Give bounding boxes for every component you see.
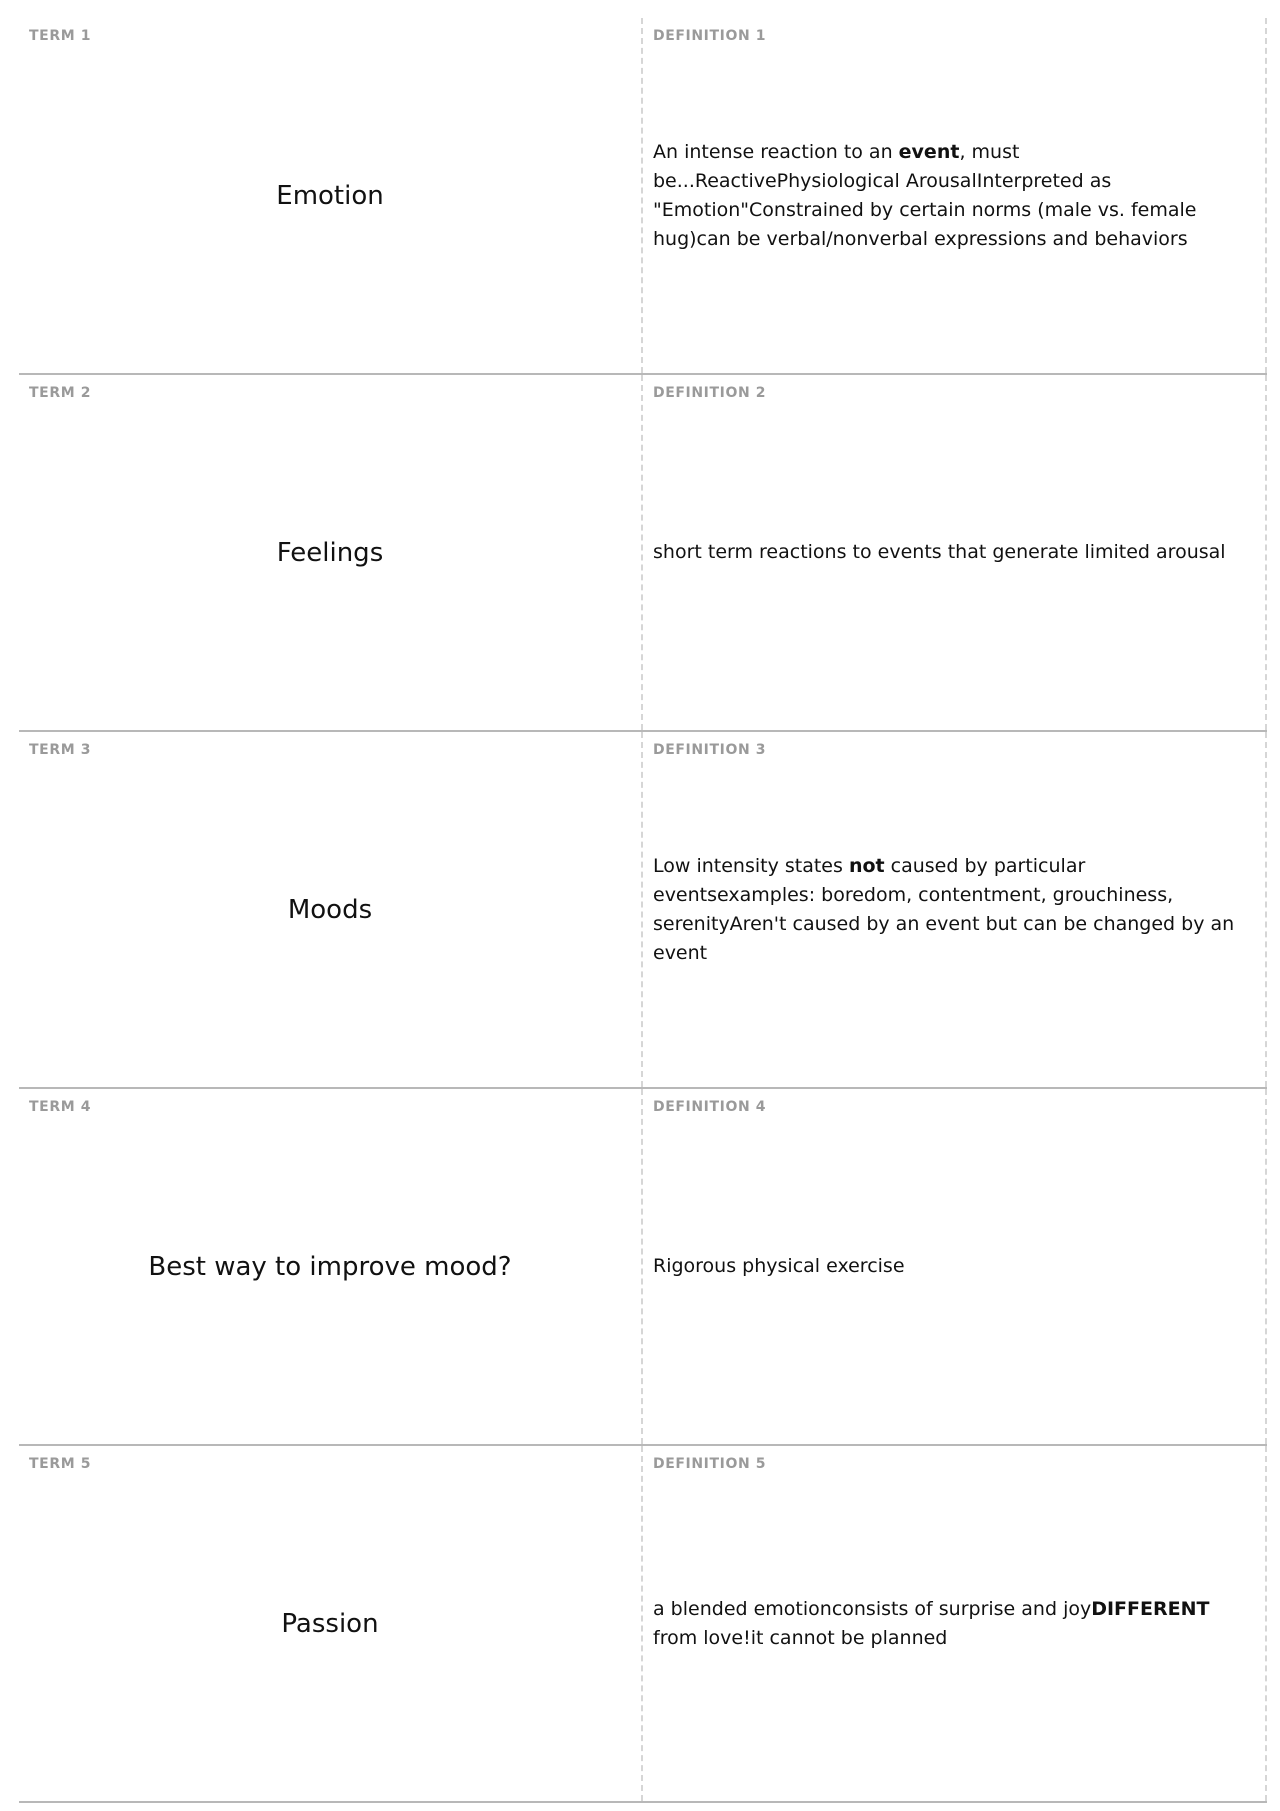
definition-paragraph <box>653 1252 905 1281</box>
term-label: TERM 5 <box>29 1456 92 1472</box>
definition-label: DEFINITION 2 <box>653 385 767 401</box>
term-label: TERM 3 <box>29 742 92 758</box>
term-label: TERM 1 <box>29 28 92 44</box>
term-cell <box>19 1089 643 1444</box>
term-label: TERM 4 <box>29 1099 92 1115</box>
definition-cell <box>643 1446 1267 1801</box>
definition-text <box>653 732 1251 1087</box>
flashcard-row-2 <box>19 375 1267 732</box>
flashcard-row-5 <box>19 1446 1267 1803</box>
term-cell <box>19 375 643 730</box>
definition-run: a blended emotionconsists of surprise and joy <box>653 1597 1092 1620</box>
definition-run: , must be...ReactivePhysiological ArousalInterpreted as "Emotion"Constrained by certain norms (male vs. female hug)can be verbal/nonverbal expressions and behaviors <box>653 140 1197 250</box>
definition-text <box>653 1446 1251 1801</box>
definition-run: caused by particular eventsexamples: boredom, contentment, grouchiness, serenityAren't caused by an event but can be changed by an event <box>653 854 1235 964</box>
definition-text <box>653 1089 1251 1444</box>
definition-run: Low intensity states <box>653 854 849 877</box>
definition-paragraph <box>653 852 1251 968</box>
term-text: Best way to improve mood? <box>148 1251 512 1282</box>
definition-label: DEFINITION 3 <box>653 742 767 758</box>
definition-run: An intense reaction to an <box>653 140 899 163</box>
term-text: Emotion <box>276 180 384 211</box>
definition-bold-run: DIFFERENT <box>1091 1597 1210 1620</box>
definition-run: short term reactions to events that generate limited arousal <box>653 541 1226 563</box>
flashcard-row-3 <box>19 732 1267 1089</box>
definition-label: DEFINITION 1 <box>653 28 767 44</box>
definition-cell <box>643 732 1267 1087</box>
term-cell <box>19 18 643 373</box>
flashcard-row-1 <box>19 18 1267 375</box>
definition-label: DEFINITION 5 <box>653 1456 767 1472</box>
flashcard-sheet <box>19 18 1267 1803</box>
term-label: TERM 2 <box>29 385 92 401</box>
definition-paragraph <box>653 538 1226 567</box>
definition-paragraph <box>653 138 1251 254</box>
definition-bold-run: event <box>898 140 960 163</box>
term-cell <box>19 1446 643 1801</box>
flashcard-row-4 <box>19 1089 1267 1446</box>
definition-run: Rigorous physical exercise <box>653 1255 905 1277</box>
definition-bold-run: not <box>848 854 885 877</box>
definition-cell <box>643 18 1267 373</box>
term-text: Feelings <box>276 537 384 568</box>
term-text: Moods <box>287 894 373 925</box>
definition-text <box>653 375 1251 730</box>
definition-paragraph <box>653 1595 1251 1653</box>
definition-label: DEFINITION 4 <box>653 1099 767 1115</box>
term-cell <box>19 732 643 1087</box>
term-text: Passion <box>281 1608 379 1639</box>
definition-cell <box>643 1089 1267 1444</box>
definition-run: from love!it cannot be planned <box>653 1626 948 1649</box>
definition-cell <box>643 375 1267 730</box>
definition-text <box>653 18 1251 373</box>
